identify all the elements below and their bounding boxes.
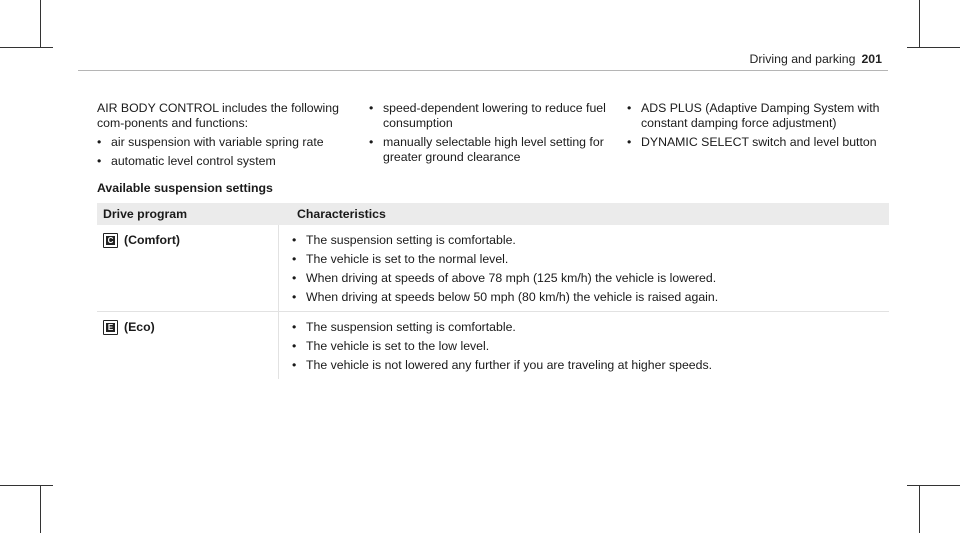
section-title: Available suspension settings (97, 181, 273, 195)
program-label: (Eco) (124, 320, 155, 334)
eco-key-icon: E (103, 320, 118, 335)
section-name: Driving and parking (749, 52, 856, 66)
crop-mark (40, 485, 41, 533)
running-head (750, 52, 882, 67)
characteristics-cell (279, 312, 889, 379)
crop-mark (907, 485, 960, 486)
component-list-1 (97, 135, 357, 169)
program-label: (Comfort) (124, 233, 181, 247)
list-item: • air suspension with variable spring rate (97, 135, 357, 150)
crop-mark (40, 0, 41, 48)
intro-column-2 (369, 101, 609, 169)
drive-program-cell (97, 312, 279, 379)
crop-mark (907, 47, 960, 48)
list-item: • When driving at speeds below 50 mph (80 km/h) the vehicle is raised again. (292, 290, 889, 305)
table-row (97, 225, 889, 312)
table-header (97, 203, 889, 225)
crop-mark (0, 485, 53, 486)
suspension-settings-table (97, 203, 889, 379)
list-item: • The vehicle is not lowered any further if you are traveling at higher speeds. (292, 358, 889, 373)
crop-mark (0, 47, 53, 48)
list-item: • When driving at speeds of above 78 mph (125 km/h) the vehicle is lowered. (292, 271, 889, 286)
intro-text: AIR BODY CONTROL includes the following com-ponents and functions: (97, 101, 339, 130)
intro-column-3 (627, 101, 889, 154)
list-item: • The vehicle is set to the low level. (292, 339, 889, 354)
comfort-key-icon: C (103, 233, 118, 248)
list-item: • The suspension setting is comfortable. (292, 233, 889, 248)
list-item: • DYNAMIC SELECT switch and level button (627, 135, 889, 150)
characteristics-cell (279, 225, 889, 311)
list-item: • The vehicle is set to the normal level. (292, 252, 889, 267)
header-rule (78, 70, 888, 71)
drive-program-cell (97, 225, 279, 311)
column-header-characteristics: Characteristics (297, 206, 386, 221)
component-list-3 (627, 101, 889, 150)
column-header-drive-program: Drive program (103, 206, 188, 221)
crop-mark (919, 0, 920, 48)
table-row (97, 312, 889, 379)
page-number: 201 (861, 52, 882, 66)
list-item: • manually selectable high level setting for greater ground clearance (369, 135, 609, 165)
list-item: • speed-dependent lowering to reduce fuel consumption (369, 101, 609, 131)
list-item: • ADS PLUS (Adaptive Damping System with constant damping force adjustment) (627, 101, 889, 131)
crop-mark (919, 485, 920, 533)
intro-column-1 (97, 101, 357, 173)
list-item: • The suspension setting is comfortable. (292, 320, 889, 335)
list-item: • automatic level control system (97, 154, 357, 169)
component-list-2 (369, 101, 609, 165)
